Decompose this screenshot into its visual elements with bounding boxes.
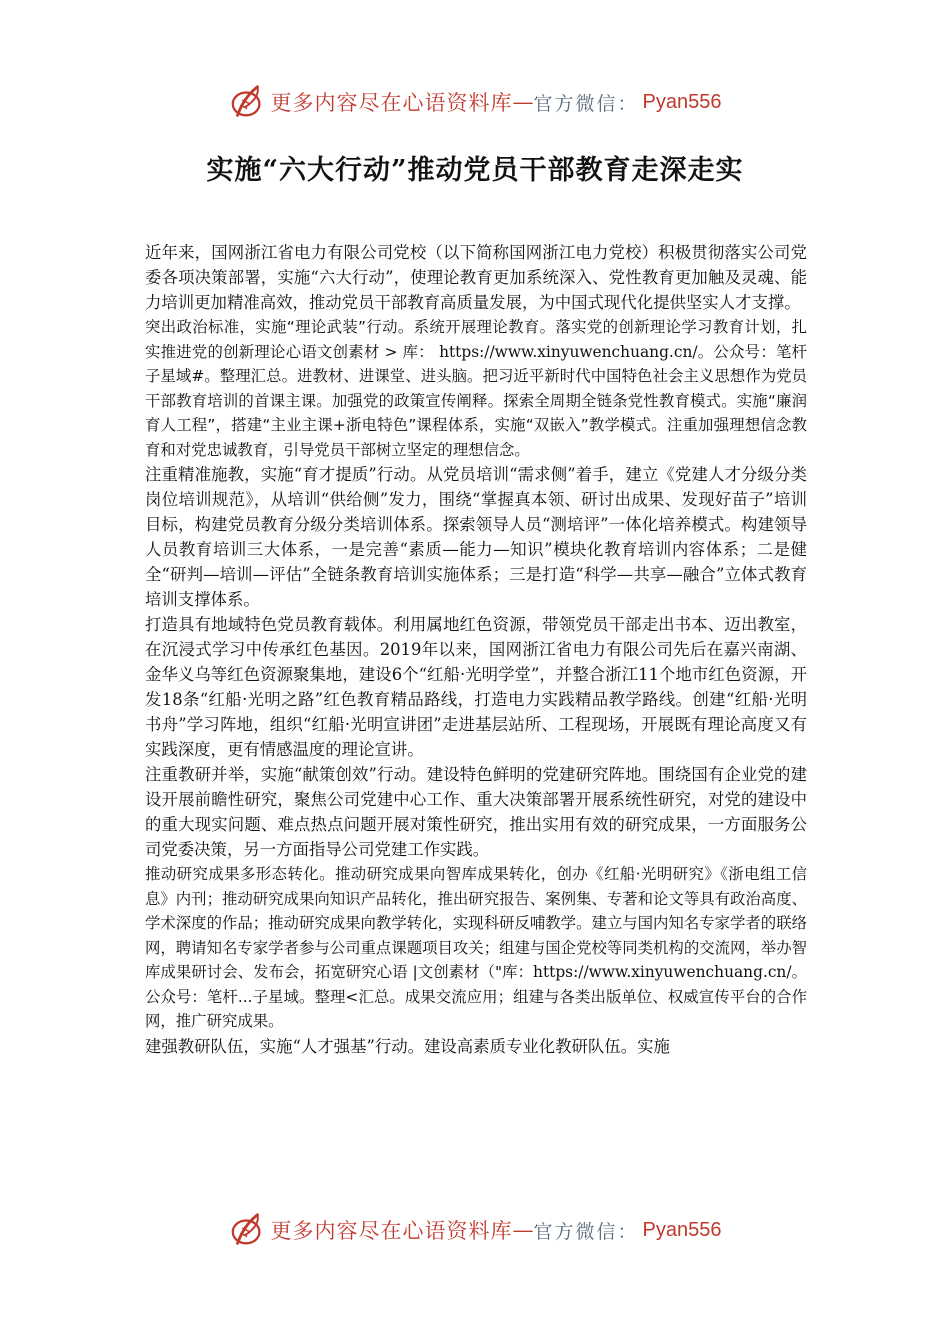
feather-logo-icon [229, 83, 267, 121]
watermark-main-text-bottom: 更多内容尽在心语资料库 [270, 1219, 513, 1243]
watermark-dash-bottom: — [512, 1218, 534, 1242]
resource-link[interactable]: https://www.xinyuwenchuang.cn/ [439, 342, 698, 361]
paragraph-transform [145, 862, 807, 1034]
resource-link-2[interactable]: https://www.xinyuwenchuang.cn/ [533, 963, 792, 981]
document-body [145, 240, 807, 1059]
paragraph-research: 注重教研并举，实施“献策创效”行动。建设特色鲜明的党建研究阵地。围绕国有企业党的建设开展前瞻性研究，聚焦公司党建中心工作、重大决策部署开展系统性研究，对党的建设中的重大现实问题、难点热点问题开展对策性研究，推出实用有效的研究成果，一方面服务公司党委决策，另一方面指导公司党建工作实践。 [145, 765, 807, 859]
paragraph-regional: 打造具有地域特色党员教育载体。利用属地红色资源，带领党员干部走出书本、迈出教室，在沉浸式学习中传承红色基因。2019年以来，国网浙江省电力有限公司先后在嘉兴南湖、金华义乌等红色资源聚集地，建设6个“红船·光明学堂”，并整合浙江11个地市红色资源，开发18条“红船·光明之路”红色教育精品路线，打造电力实践精品教学路线。创建“红船·光明书舟”学习阵地，组织“红船·光明宣讲团”走进基层站所、工程现场，开展既有理论高度又有实践深度，更有情感温度的理论宣讲。 [145, 615, 807, 759]
watermark-sub-text-bottom: 官方微信： [533, 1220, 639, 1243]
document-title: 实施“六大行动”推动党员干部教育走深走实 [206, 155, 744, 186]
watermark-banner-bottom [0, 1210, 950, 1250]
watermark-dash: — [512, 90, 534, 114]
paragraph-transform-text: 推动研究成果多形态转化。推动研究成果向智库成果转化，创办《红船·光明研究》《浙电组工信息》内刊；推动研究成果向知识产品转化，推出研究报告、案例集、专著和论文等具有政治高度、学术深度的作品；推动研究成果向教学转化，实现科研反哺教学。建立与国内知名专家学者的联络网，聘请知名专家学者参与公司重点课题项目攻关；组建与国企党校等同类机构的交流网，举办智库成果研讨会、发布会，拓宽研究心语 |文创素材（"库： [145, 865, 807, 981]
paragraph-theory [145, 315, 807, 462]
paragraph-precision: 注重精准施教，实施“育才提质”行动。从党员培训“需求侧”着手，建立《党建人才分级分类岗位培训规范》，从培训“供给侧”发力，围绕“掌握真本领、研讨出成果、发现好苗子”培训目标，构建党员教育分级分类培训体系。探索领导人员“测培评”一体化培养模式。构建领导人员教育培训三大体系，一是完善“素质—能力—知识”模块化教育培训内容体系；二是健全“研判—培训—评估”全链条教育培训实施体系；三是打造“科学—共享—融合”立体式教育培训支撑体系。 [145, 465, 807, 609]
watermark-banner-top [0, 82, 950, 122]
paragraph-theory-rest: 。公众号：笔杆子星域#。整理汇总。进教材、进课堂、进头脑。把习近平新时代中国特色社会主义思想作为党员干部教育培训的首课主课。加强党的政策宣传阐释。探索全周期全链条党性教育模式。实施“廉润育人工程”，搭建“主业主课+浙电特色”课程体系，实施“双嵌入”教学模式。注重加强理想信念教育和对党忠诚教育，引导党员干部树立坚定的理想信念。 [145, 342, 807, 459]
paragraph-theory-text: 突出政治标准，实施“理论武装”行动。系统开展理论教育。落实党的创新理论学习教育计划，扎实推进党的创新理论心语文创素材 > 库： [145, 318, 807, 361]
feather-logo-icon [229, 1211, 267, 1249]
paragraph-talent: 建强教研队伍，实施“人才强基”行动。建设高素质专业化教研队伍。实施 [145, 1036, 670, 1056]
watermark-sub-text: 官方微信： [533, 92, 639, 115]
watermark-main-text: 更多内容尽在心语资料库 [270, 91, 513, 115]
watermark-wechat-id-bottom: Pyan556 [642, 1218, 722, 1241]
paragraph-transform-rest: 。公众号：笔杆...子星域。整理<汇总。成果交流应用；组建与各类出版单位、权威宣传平台的合作网，推广研究成果。 [145, 963, 807, 1030]
paragraph-intro: 近年来，国网浙江省电力有限公司党校（以下简称国网浙江电力党校）积极贯彻落实公司党委各项决策部署，实施“六大行动”，使理论教育更加系统深入、党性教育更加触及灵魂、能力培训更加精准高效，推动党员干部教育高质量发展，为中国式现代化提供坚实人才支撑。 [145, 243, 807, 312]
watermark-wechat-id: Pyan556 [642, 90, 722, 113]
